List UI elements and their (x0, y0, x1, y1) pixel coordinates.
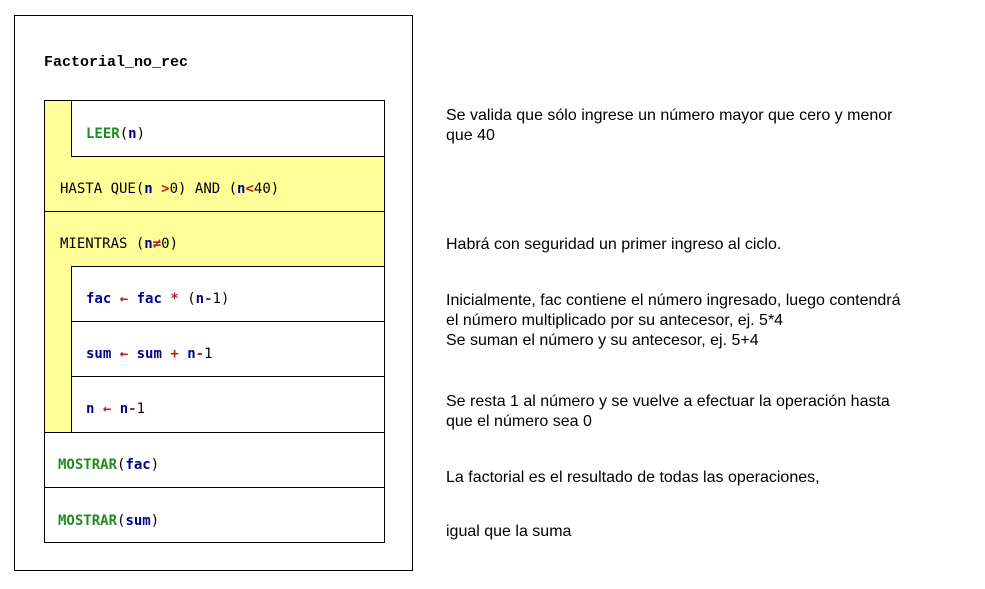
diagram-title: Factorial_no_rec (44, 54, 189, 71)
mostrar-sum-statement: MOSTRAR(sum) (58, 513, 160, 529)
hasta-condition: HASTA QUE(n >0) AND (n<40) (60, 181, 280, 197)
mientras-condition: MIENTRAS (n≠0) (60, 236, 179, 252)
n-decrement-statement: n ← n-1 (86, 401, 146, 417)
note-decrement: Se resta 1 al número y se vuelve a efectuar la operación hasta que el número sea 0 (446, 393, 890, 430)
note-factorial-result: La factorial es el resultado de todas las operaciones, (446, 469, 820, 486)
fac-statement: fac ← fac * (n-1) (86, 291, 230, 307)
note-validation: Se valida que sólo ingrese un número mayor que cero y menor que 40 (446, 107, 893, 144)
note-fac-sum: Inicialmente, fac contiene el número ingresado, luego contendrá el número multiplicado por su antecesor, ej. 5*4 Se suman el número y su antecesor, ej. 5+4 (446, 292, 901, 349)
sum-statement: sum ← sum + n-1 (86, 346, 213, 362)
leer-statement: LEER(n) (86, 126, 146, 142)
note-sum-result: igual que la suma (446, 523, 572, 540)
note-first-entry: Habrá con seguridad un primer ingreso al ciclo. (446, 236, 782, 253)
mostrar-fac-statement: MOSTRAR(fac) (58, 457, 160, 473)
